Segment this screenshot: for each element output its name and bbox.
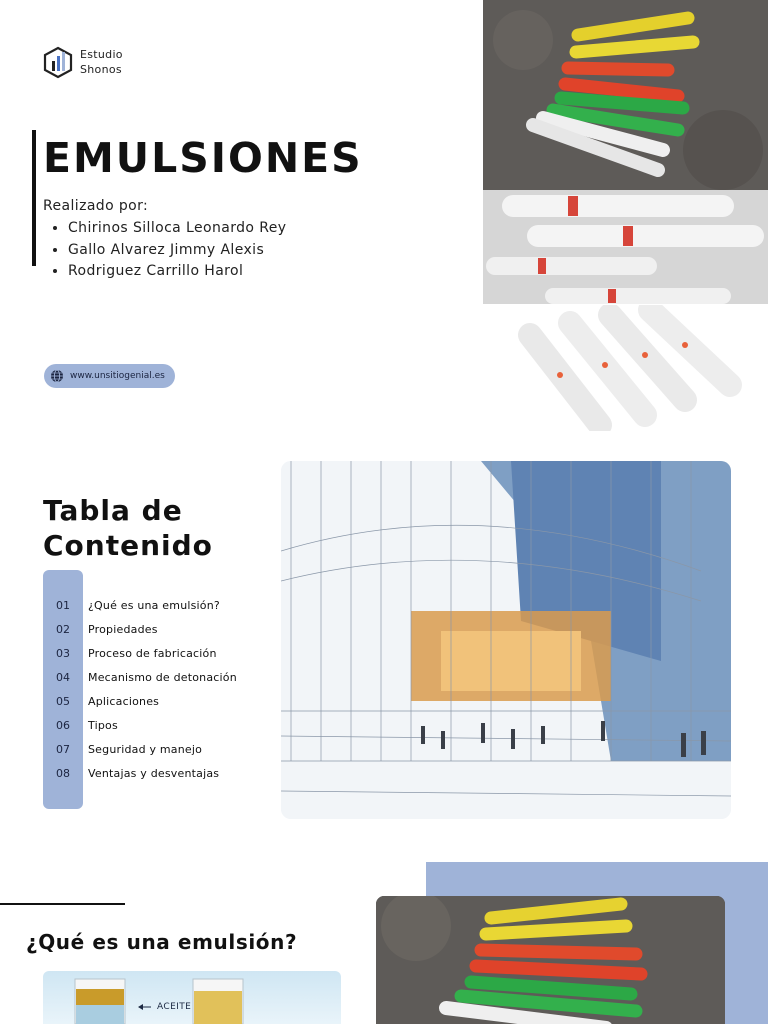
toc-title-line1: Tabla de — [43, 494, 183, 527]
brand-name-line2: Shonos — [80, 63, 122, 76]
photo-labeled-cartridges — [483, 190, 768, 304]
title-accent-bar — [32, 130, 36, 266]
toc-item-label: Aplicaciones — [88, 695, 160, 708]
toc-item-label: ¿Qué es una emulsión? — [88, 599, 220, 613]
globe-icon — [50, 369, 64, 383]
authors-list — [50, 218, 286, 283]
toc-item[interactable] — [43, 737, 237, 761]
toc-item-label: Propiedades — [88, 623, 158, 637]
toc-item[interactable] — [43, 761, 237, 785]
toc-item-label: Proceso de fabricación — [88, 647, 217, 661]
toc-item[interactable] — [43, 618, 237, 642]
toc-item-number: 06 — [56, 718, 70, 732]
author-item: • Chirinos Silloca Leonardo Rey — [68, 218, 286, 240]
toc-item-number: 03 — [56, 647, 70, 661]
toc-item-number: 07 — [56, 742, 70, 756]
photo-oil-water-glasses — [43, 971, 341, 1024]
brand-name — [80, 47, 123, 77]
photo-colored-explosive-tubes — [483, 0, 768, 190]
image-caption-oil: ACEITE — [157, 1002, 192, 1012]
toc-item[interactable] — [43, 594, 237, 618]
toc-item-label: Mecanismo de detonación — [88, 671, 237, 685]
toc-item[interactable] — [43, 642, 237, 666]
toc-item-label: Ventajas y desventajas — [88, 766, 220, 780]
toc-item-number: 05 — [56, 695, 70, 708]
photo-white-cartridges — [515, 305, 750, 431]
toc-item-label: Seguridad y manejo — [88, 742, 203, 756]
author-item: • Rodriguez Carrillo Harol — [68, 261, 286, 283]
toc-item[interactable] — [43, 666, 237, 690]
section-divider — [0, 903, 125, 905]
toc-item[interactable] — [43, 713, 237, 737]
section-title: ¿Qué es una emulsión? — [26, 930, 298, 954]
brand-logo — [42, 44, 123, 80]
website-link[interactable] — [44, 364, 175, 388]
authors-label: Realizado por: — [43, 198, 149, 214]
toc-item[interactable] — [43, 690, 237, 714]
toc-item-number: 04 — [56, 671, 70, 685]
toc-item-number: 01 — [56, 599, 70, 613]
toc-item-label: Tipos — [88, 718, 118, 732]
toc-title — [43, 493, 213, 563]
brand-name-line1: Estudio — [80, 48, 123, 61]
author-item: • Gallo Alvarez Jimmy Alexis — [68, 240, 286, 262]
photo-glass-building-sketch — [281, 461, 731, 819]
toc-item-number: 08 — [56, 766, 70, 780]
building-logo-icon — [42, 44, 74, 80]
page-title: EMULSIONES — [43, 134, 363, 182]
photo-colored-explosive-tubes-2 — [376, 896, 725, 1024]
website-url: www.unsitiogenial.es — [70, 371, 165, 381]
toc-item-number: 02 — [56, 623, 70, 637]
toc-title-line2: Contenido — [43, 529, 213, 562]
toc-list — [43, 594, 237, 785]
